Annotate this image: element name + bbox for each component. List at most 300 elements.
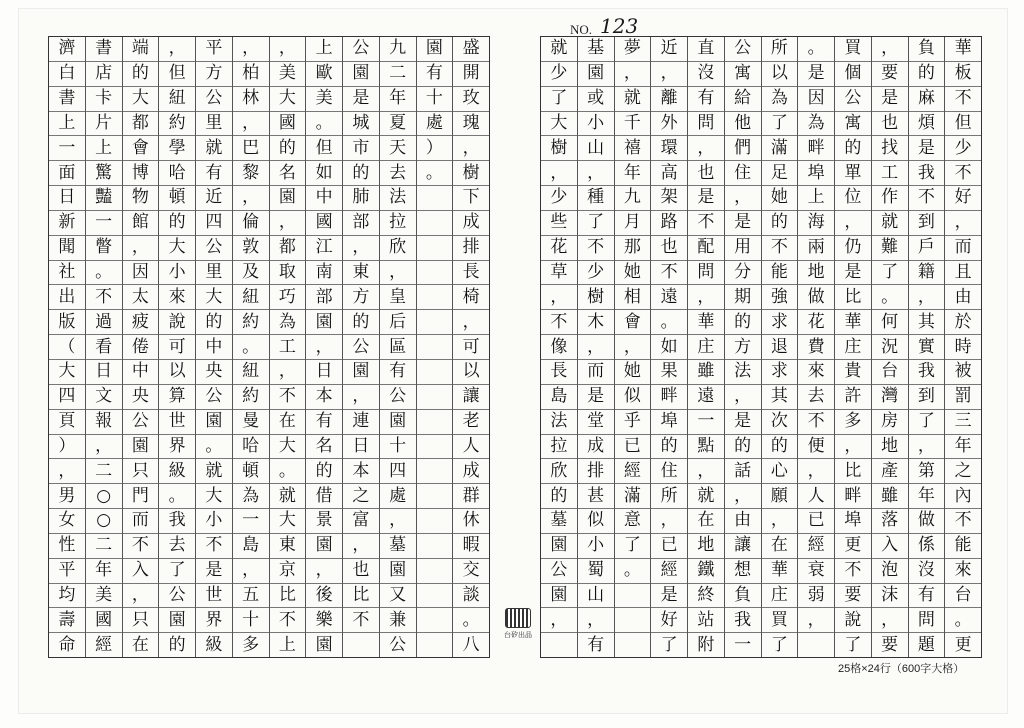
manuscript-cell: 。 [615,559,651,584]
manuscript-cell: 何 [872,310,908,335]
manuscript-cell: 以 [453,360,489,385]
manuscript-cell: 少 [578,261,614,286]
manuscript-cell: 也 [872,112,908,137]
manuscript-cell: 公 [725,37,761,62]
manuscript-cell: 意 [615,509,651,534]
manuscript-cell: 借 [306,484,342,509]
page-number-value: 123 [600,14,639,38]
manuscript-cell: 要 [872,62,908,87]
manuscript-cell: 也 [651,236,687,261]
manuscript-cell: 小 [196,509,232,534]
manuscript-cell: 在 [270,410,306,435]
manuscript-cell: 寓 [725,62,761,87]
manuscript-cell: ， [49,459,85,484]
manuscript-cell: 問 [688,261,724,286]
manuscript-cell: 外 [651,112,687,137]
manuscript-cell: 有 [688,87,724,112]
manuscript-cell: 買 [835,37,871,62]
manuscript-cell: 問 [909,608,945,633]
manuscript-cell: 我 [159,509,195,534]
manuscript-cell: 落 [872,509,908,534]
manuscript-column [85,37,122,657]
manuscript-cell: 草 [541,261,577,286]
manuscript-cell: 算 [159,385,195,410]
manuscript-cell: 花 [798,310,834,335]
manuscript-cell: 求 [762,360,798,385]
manuscript-cell: ， [688,459,724,484]
manuscript-cell: 社 [49,261,85,286]
manuscript-cell: 倫 [233,211,269,236]
manuscript-cell: 公 [380,385,416,410]
manuscript-cell [417,435,453,460]
manuscript-cell: 年 [380,87,416,112]
manuscript-cell: 名 [270,161,306,186]
manuscript-cell: 不 [945,161,981,186]
manuscript-cell: 近 [196,186,232,211]
manuscript-cell: 的 [725,310,761,335]
manuscript-cell: 拉 [541,435,577,460]
manuscript-cell: ） [417,136,453,161]
manuscript-cell: 公 [343,37,379,62]
manuscript-cell: 台 [872,360,908,385]
manuscript-column [379,37,416,657]
manuscript-cell: 公 [196,385,232,410]
manuscript-cell: ， [651,509,687,534]
manuscript-cell: ○ [86,509,122,534]
manuscript-cell: 會 [123,136,159,161]
manuscript-column [452,37,489,657]
manuscript-cell: 路 [651,211,687,236]
manuscript-cell: 更 [835,534,871,559]
manuscript-cell: 雖 [872,484,908,509]
manuscript-cell: 不 [651,261,687,286]
manuscript-cell: 店 [86,62,122,87]
manuscript-cell: 園 [578,62,614,87]
manuscript-cell: 不 [798,410,834,435]
manuscript-cell: 而 [123,509,159,534]
manuscript-cell: 公 [541,559,577,584]
manuscript-cell: 頓 [159,186,195,211]
manuscript-cell: 不 [86,285,122,310]
manuscript-cell: 四 [196,211,232,236]
manuscript-cell: ， [270,211,306,236]
manuscript-cell: 被 [945,360,981,385]
manuscript-cell: ， [798,608,834,633]
manuscript-column [541,37,577,657]
manuscript-cell: 。 [872,285,908,310]
manuscript-cell: 夢 [615,37,651,62]
manuscript-cell: 地 [872,435,908,460]
manuscript-cell: 果 [651,360,687,385]
manuscript-cell: 近 [651,37,687,62]
manuscript-cell: 版 [49,310,85,335]
manuscript-cell: 難 [872,236,908,261]
manuscript-cell: 上 [278,634,296,655]
manuscript-sheet [18,8,1008,714]
manuscript-cell: 城 [343,112,379,137]
manuscript-cell: 園 [196,410,232,435]
manuscript-cell: 園 [380,559,416,584]
manuscript-cell: 上 [306,37,342,62]
manuscript-cell: 以 [159,360,195,385]
manuscript-cell: 下 [453,186,489,211]
manuscript-cell: ， [343,534,379,559]
manuscript-cell: 開 [453,62,489,87]
manuscript-cell: 願 [762,484,798,509]
manuscript-column [724,37,761,657]
manuscript-cell: 盛 [453,37,489,62]
manuscript-cell: 是 [835,261,871,286]
manuscript-cell: 沒 [688,62,724,87]
manuscript-cell: 書 [49,87,85,112]
manuscript-cell: 庄 [835,335,871,360]
manuscript-cell: 禧 [615,136,651,161]
manuscript-cell: 山 [578,136,614,161]
manuscript-cell: 人 [798,484,834,509]
manuscript-cell: 不 [541,310,577,335]
manuscript-cell: 問 [688,112,724,137]
manuscript-cell: 少 [541,62,577,87]
manuscript-cell: 仍 [835,236,871,261]
manuscript-cell: 欣 [380,236,416,261]
publisher-mark [498,608,538,640]
manuscript-cell: 給 [725,87,761,112]
manuscript-cell: 沫 [872,584,908,609]
manuscript-cell: 了 [872,261,908,286]
manuscript-cell: 世 [196,584,232,609]
manuscript-cell: 因 [798,87,834,112]
manuscript-cell: 所 [651,484,687,509]
manuscript-cell: 分 [725,261,761,286]
manuscript-cell: 紐 [233,360,269,385]
manuscript-cell: 少 [541,186,577,211]
manuscript-cell: 太 [123,285,159,310]
manuscript-cell: 瞥 [86,236,122,261]
manuscript-cell: 方 [343,285,379,310]
manuscript-cell: 不 [688,211,724,236]
manuscript-cell: 似 [578,509,614,534]
manuscript-cell: 約 [159,112,195,137]
manuscript-cell: 東 [343,261,379,286]
manuscript-cell: 就 [688,484,724,509]
manuscript-cell: 樹 [453,161,489,186]
manuscript-cell: 遠 [651,285,687,310]
manuscript-cell: 以 [762,62,798,87]
manuscript-cell: 排 [578,459,614,484]
manuscript-cell: 讓 [725,534,761,559]
manuscript-cell: 園 [159,608,195,633]
manuscript-cell: 華 [688,310,724,335]
manuscript-cell: 不 [945,509,981,534]
manuscript-cell: 如 [651,335,687,360]
manuscript-cell: ， [578,161,614,186]
manuscript-cell: 在 [762,534,798,559]
manuscript-cell: 是 [725,211,761,236]
manuscript-cell: 負 [909,37,945,62]
manuscript-cell: 也 [688,161,724,186]
manuscript-column [269,37,306,657]
manuscript-cell: 了 [578,211,614,236]
manuscript-cell: 了 [159,559,195,584]
page-number-label: NO. [570,22,593,37]
manuscript-cell: 看 [86,335,122,360]
manuscript-cell: 成 [453,459,489,484]
manuscript-cell [343,633,379,657]
manuscript-cell: 畔 [798,136,834,161]
manuscript-cell [417,534,453,559]
manuscript-cell: ， [343,236,379,261]
manuscript-column [232,37,269,657]
manuscript-cell: 拉 [380,211,416,236]
manuscript-cell: 做 [798,285,834,310]
manuscript-cell: 只 [123,459,159,484]
manuscript-cell: 有 [587,634,605,655]
manuscript-cell: ， [578,335,614,360]
manuscript-cell: 公 [196,236,232,261]
manuscript-cell: 不 [270,608,306,633]
manuscript-cell: 華 [835,310,871,335]
manuscript-cell: 那 [615,236,651,261]
manuscript-cell: 國 [270,112,306,137]
manuscript-cell: 他 [725,112,761,137]
manuscript-cell: 哈 [159,161,195,186]
manuscript-cell: 的 [159,211,195,236]
manuscript-cell [417,633,453,657]
manuscript-cell: 於 [945,310,981,335]
manuscript-cell: 平 [196,37,232,62]
manuscript-cell: 說 [159,310,195,335]
manuscript-cell: 玫 [453,87,489,112]
manuscript-cell [615,608,651,633]
manuscript-cell: 方 [196,62,232,87]
manuscript-cell: 產 [872,459,908,484]
manuscript-cell: 有 [306,410,342,435]
manuscript-cell: ， [615,335,651,360]
manuscript-cell: 畔 [835,484,871,509]
manuscript-cell: 九 [380,37,416,62]
manuscript-cell: 架 [651,186,687,211]
manuscript-column [195,37,232,657]
manuscript-cell: 本 [306,385,342,410]
manuscript-cell: 她 [615,360,651,385]
manuscript-column [305,37,342,657]
manuscript-cell: 實 [909,335,945,360]
manuscript-cell: ， [725,385,761,410]
manuscript-cell: 。 [453,608,489,633]
manuscript-cell: 二 [380,62,416,87]
manuscript-cell: 個 [835,62,871,87]
manuscript-cell: 戶 [909,236,945,261]
manuscript-cell: 好 [651,608,687,633]
manuscript-cell: 更 [954,634,972,655]
manuscript-cell: 門 [123,484,159,509]
manuscript-cell: 籍 [909,261,945,286]
manuscript-cell: 日 [306,360,342,385]
manuscript-cell: 的 [270,136,306,161]
manuscript-cell: 年 [86,559,122,584]
manuscript-cell: 。 [945,608,981,633]
manuscript-cell: 林 [233,87,269,112]
manuscript-cell: 有 [196,161,232,186]
manuscript-cell: 了 [770,634,788,655]
manuscript-cell: 不 [578,236,614,261]
manuscript-cell: 心 [762,459,798,484]
manuscript-cell [417,360,453,385]
manuscript-cell: 貴 [835,360,871,385]
manuscript-cell: 天 [380,136,416,161]
manuscript-cell: 乎 [615,410,651,435]
manuscript-cell: 好 [945,186,981,211]
manuscript-cell: 住 [725,161,761,186]
manuscript-cell: 聞 [49,236,85,261]
manuscript-cell: 些 [541,211,577,236]
manuscript-cell: 端 [123,37,159,62]
manuscript-cell: 曼 [233,410,269,435]
manuscript-cell: ） [49,435,85,460]
manuscript-cell: 卡 [86,87,122,112]
manuscript-cell: 已 [798,509,834,534]
manuscript-cell: 的 [762,435,798,460]
manuscript-cell: 一 [688,410,724,435]
manuscript-cell: 兩 [798,236,834,261]
manuscript-cell: 就 [270,484,306,509]
manuscript-cell: 工 [270,335,306,360]
manuscript-cell: 為 [762,87,798,112]
manuscript-cell: 比 [270,584,306,609]
manuscript-cell: 園 [343,62,379,87]
manuscript-cell: 物 [123,186,159,211]
manuscript-cell: 如 [306,161,342,186]
manuscript-cell: ， [725,186,761,211]
manuscript-column [834,37,871,657]
manuscript-cell: 做 [909,509,945,534]
manuscript-cell [417,584,453,609]
manuscript-cell: 后 [380,310,416,335]
manuscript-cell: 樹 [578,285,614,310]
manuscript-cell: ， [615,62,651,87]
manuscript-cell: 次 [762,410,798,435]
manuscript-cell: 期 [725,285,761,310]
manuscript-cell: ， [909,435,945,460]
manuscript-cell: 但 [306,136,342,161]
manuscript-cell: 能 [945,534,981,559]
manuscript-cell: 巴 [233,136,269,161]
manuscript-cell: 房 [872,410,908,435]
manuscript-cell: 配 [688,236,724,261]
manuscript-cell: 負 [725,584,761,609]
manuscript-cell: 滿 [615,484,651,509]
manuscript-cell: 內 [945,484,981,509]
manuscript-cell: 千 [615,112,651,137]
manuscript-cell: 京 [270,559,306,584]
manuscript-cell: 驚 [86,161,122,186]
manuscript-cell: 入 [872,534,908,559]
manuscript-cell: 過 [86,310,122,335]
manuscript-cell: 的 [762,211,798,236]
manuscript-cell: 的 [343,161,379,186]
manuscript-column [908,37,945,657]
manuscript-cell: 求 [762,310,798,335]
manuscript-cell: 我 [909,360,945,385]
manuscript-cell: 的 [835,136,871,161]
manuscript-cell: 二 [86,459,122,484]
manuscript-cell: 少 [945,136,981,161]
manuscript-cell: 頓 [233,459,269,484]
manuscript-cell: 哈 [233,435,269,460]
manuscript-cell: 是 [196,559,232,584]
manuscript-cell: 多 [835,410,871,435]
manuscript-cell: 島 [233,534,269,559]
manuscript-cell: 。 [798,37,834,62]
manuscript-cell: （ [49,335,85,360]
manuscript-cell [417,211,453,236]
manuscript-column [416,37,453,657]
manuscript-column [687,37,724,657]
manuscript-cell: 三 [945,410,981,435]
manuscript-cell: 了 [844,634,862,655]
manuscript-cell: 其 [909,310,945,335]
manuscript-cell: 像 [541,335,577,360]
manuscript-cell: 中 [123,360,159,385]
manuscript-cell: 處 [380,484,416,509]
manuscript-cell: 她 [762,186,798,211]
manuscript-cell: 大 [270,509,306,534]
manuscript-cell: 界 [159,435,195,460]
manuscript-cell: 退 [762,335,798,360]
manuscript-cell: 為 [270,310,306,335]
manuscript-cell: ， [270,360,306,385]
manuscript-cell: 五 [233,584,269,609]
manuscript-cell: 大 [49,360,85,385]
manuscript-cell: 而 [578,360,614,385]
manuscript-cell: 均 [49,584,85,609]
manuscript-cell [417,410,453,435]
manuscript-cell: 一 [49,136,85,161]
manuscript-cell: 讓 [453,385,489,410]
manuscript-cell: 法 [725,360,761,385]
manuscript-cell: 敦 [233,236,269,261]
manuscript-cell: 大 [123,87,159,112]
manuscript-cell: 區 [380,335,416,360]
manuscript-cell: 單 [835,161,871,186]
manuscript-cell: ， [86,435,122,460]
manuscript-cell: 罰 [945,385,981,410]
manuscript-cell: 到 [909,385,945,410]
manuscript-cell: 園 [541,584,577,609]
manuscript-cell: 在 [131,634,149,655]
manuscript-cell: 柏 [233,62,269,87]
manuscript-cell: 有 [417,62,453,87]
manuscript-cell: 花 [541,236,577,261]
manuscript-cell: 有 [909,584,945,609]
manuscript-cell: 文 [86,385,122,410]
manuscript-cell: 男 [49,484,85,509]
manuscript-cell: 新 [49,211,85,236]
manuscript-cell: 中 [196,335,232,360]
publisher-logo-icon [505,608,531,628]
manuscript-cell: 性 [49,534,85,559]
manuscript-cell: 年 [945,435,981,460]
manuscript-cell: 了 [660,634,678,655]
manuscript-cell: 又 [380,584,416,609]
manuscript-cell: 係 [909,534,945,559]
manuscript-cell: 經 [651,559,687,584]
manuscript-cell: 要 [881,634,899,655]
manuscript-cell: ， [541,285,577,310]
manuscript-cell: ， [233,559,269,584]
manuscript-cell: 南 [306,261,342,286]
manuscript-cell: 片 [86,112,122,137]
